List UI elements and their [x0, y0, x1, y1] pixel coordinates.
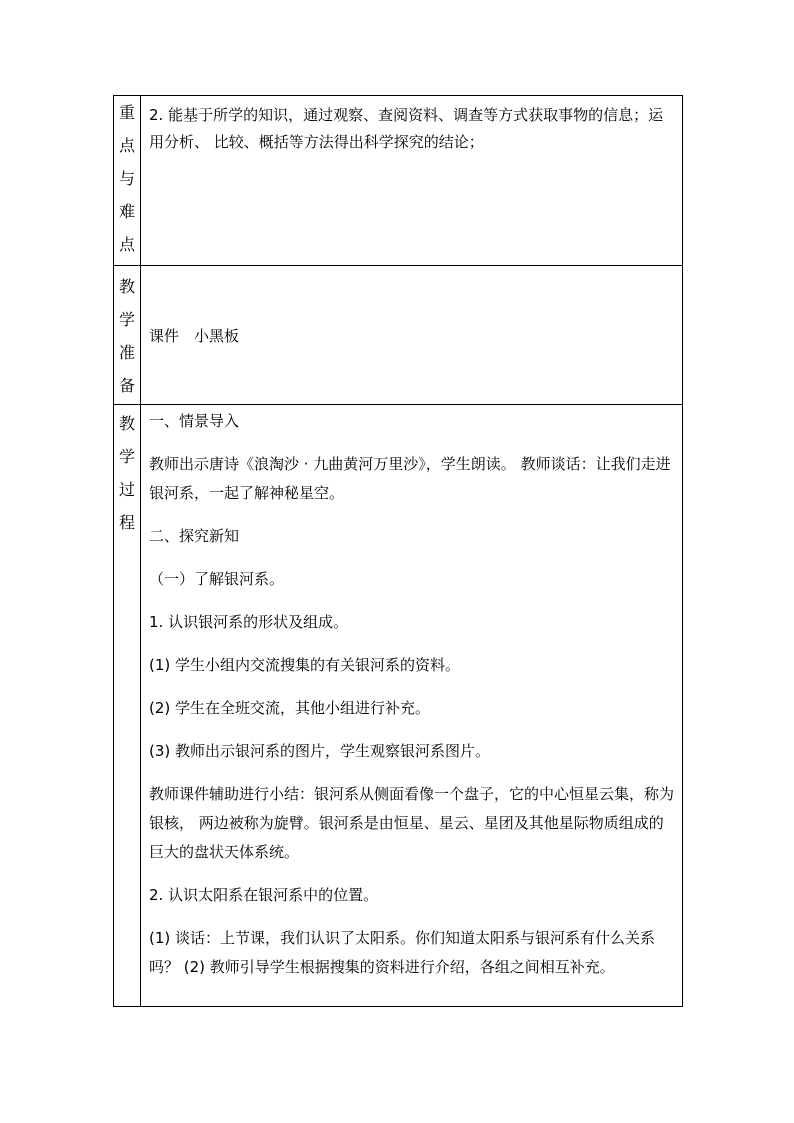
focus-content	[141, 96, 683, 266]
section-heading-intro: 一、情景导入	[149, 412, 240, 430]
step-heading: 1. 认识银河系的形状及组成。	[149, 613, 349, 631]
sub-heading: （一）了解银河系。	[149, 570, 285, 588]
label-char: 备	[118, 376, 135, 395]
label-teaching-prep	[114, 266, 141, 405]
paragraph: 教师出示唐诗《浪淘沙 · 九曲黄河万里沙》，学生朗读。 教师谈话：让我们走进银河系，一起了解神秘星空。	[149, 455, 671, 502]
label-char: 点	[118, 235, 135, 254]
label-char: 过	[118, 480, 135, 499]
section-heading-explore: 二、探究新知	[149, 527, 240, 545]
label-teaching-process	[114, 405, 141, 1007]
step-heading: 2. 认识太阳系在银河系中的位置。	[149, 886, 379, 904]
label-char: 学	[118, 447, 135, 466]
label-char: 与	[118, 169, 135, 188]
label-char: 教	[118, 414, 135, 433]
step-item: (2) 学生在全班交流，其他小组进行补充。	[149, 699, 431, 717]
label-char: 准	[118, 343, 135, 362]
label-char: 点	[118, 136, 135, 155]
process-content	[141, 405, 683, 1007]
row-focus-difficulty	[114, 96, 683, 266]
summary-paragraph: 教师课件辅助进行小结：银河系从侧面看像一个盘子，它的中心恒星云集，称为银核， 两边被称为旋臂。银河系是由恒星、星云、星团及其他星际物质组成的巨大的盘状天体系统。	[149, 785, 675, 861]
step-item: (1) 学生小组内交流搜集的有关银河系的资料。	[149, 656, 461, 674]
row-teaching-prep	[114, 266, 683, 405]
row-teaching-process	[114, 405, 683, 1007]
label-char: 难	[118, 202, 135, 221]
label-char: 教	[118, 277, 135, 296]
label-char: 重	[118, 103, 135, 122]
lesson-plan-table	[113, 95, 683, 1007]
step-item: (3) 教师出示银河系的图片，学生观察银河系图片。	[149, 742, 491, 760]
prep-content: 课件 小黑板	[141, 266, 683, 405]
step-item: (1) 谈话：上节课，我们认识了太阳系。你们知道太阳系与银河系有什么关系吗？ (2) 教师引导学生根据搜集的资料进行介绍，各组之间相互补充。	[149, 929, 656, 976]
focus-text: 2. 能基于所学的知识，通过观察、查阅资料、调查等方式获取事物的信息；运用分析、 比较、概括等方法得出科学探究的结论；	[149, 106, 664, 151]
label-char: 程	[118, 513, 135, 532]
label-char: 学	[118, 310, 135, 329]
label-focus-difficulty	[114, 96, 141, 266]
